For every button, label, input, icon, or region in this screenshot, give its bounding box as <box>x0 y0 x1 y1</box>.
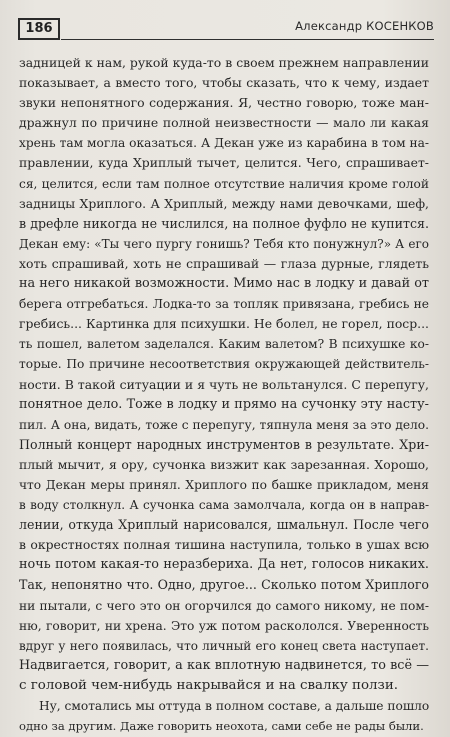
text-line: ть пошел, валетом заделался. Каким валетом? В психушке ко- <box>19 337 429 352</box>
text-line: в воду столкнул. А сучонка сама замолчала, когда он в направ- <box>19 498 429 513</box>
text-line: ночь потом какая-то неразбериха. Да нет, голосов никаких. <box>19 557 429 573</box>
text-line: понятное дело. Тоже в лодку и прямо на сучонку эту насту- <box>19 396 429 412</box>
text-line: правлении, куда Хриплый тычет, целится. Чего, спрашивает- <box>19 155 429 171</box>
text-line: в окрестностях полная тишина наступила, только в ушах всю <box>19 537 429 553</box>
text-line: хоть спрашивай, хоть не спрашивай — глаза дурные, глядеть <box>19 255 429 271</box>
text-line: Надвигается, говорит, а как вплотную надвинется, то всё — <box>19 657 429 673</box>
text-line: ню, говорит, ни хрена. Это уж потом раскололся. Уверенность <box>19 618 429 633</box>
page-number: 186 <box>18 18 60 40</box>
text-line: вдруг у него появилась, что личный его конец света наступает. <box>19 638 429 653</box>
text-line: ни пытали, с чего это он огорчился до самого никому, не пом- <box>19 598 429 613</box>
paragraph-first-line: Ну, смотались мы оттуда в полном составе, а дальше пошло <box>39 699 430 713</box>
text-line: хрень там могла оказаться. А Декан уже из карабина в том на- <box>19 136 429 151</box>
text-line: одно за другим. Даже говорить неохота, сами себе не рады были. <box>19 719 424 734</box>
text-line: Полный концерт народных инструментов в результате. Хри- <box>19 436 429 452</box>
text-line: что Декан меры принял. Хриплого по башке прикладом, меня <box>19 477 429 492</box>
text-line: ности. В такой ситуации и я чуть не вольтанулся. С перепугу, <box>19 376 429 392</box>
running-title: Александр КОСЕНКОВ <box>295 19 434 33</box>
text-line: на него никакой возможности. Мимо нас в лодку и давай от <box>19 276 429 292</box>
text-line: торые. По причине несоответствия окружающей действитель- <box>19 357 429 372</box>
text-line: дражнул по причине полной неизвестности — мало ли какая <box>19 115 429 131</box>
body-text <box>19 53 429 736</box>
text-line: с головой чем-нибудь накрывайся и на свалку ползи. <box>19 677 398 693</box>
text-line: в дрефле никогда не числился, на полное фуфло не купится. <box>19 215 429 231</box>
text-line: звуки непонятного содержания. Я, честно говорю, тоже ман- <box>19 95 429 111</box>
text-line: плый мычит, я ору, сучонка визжит как зарезанная. Хорошо, <box>19 456 429 472</box>
text-line: берега отгребаться. Лодка-то за топляк привязана, гребись не <box>19 297 429 312</box>
text-line: Так, непонятно что. Одно, другое... Сколько потом Хриплого <box>19 577 429 593</box>
header-rule <box>61 39 434 40</box>
text-line: задницы Хриплого. А Хриплый, между нами девочками, шеф, <box>19 195 429 211</box>
text-line: Декан ему: «Ты чего пургу гонишь? Тебя кто понужнул?» А его <box>19 236 429 251</box>
text-line: показывает, а вместо того, чтобы сказать, что к чему, издает <box>19 75 429 91</box>
text-line: пил. А она, видать, тоже с перепугу, тяпнула меня за это дело. <box>19 417 429 432</box>
text-line: ся, целится, если там полное отсутствие наличия кроме голой <box>19 176 429 191</box>
text-line: лении, откуда Хриплый нарисовался, шмальнул. После чего <box>19 517 429 533</box>
text-line: гребись... Картинка для психушки. Не болел, не горел, поср... <box>19 316 429 332</box>
text-line: задницей к нам, рукой куда-то в своем прежнем направлении <box>19 55 429 70</box>
page-header <box>14 18 434 40</box>
